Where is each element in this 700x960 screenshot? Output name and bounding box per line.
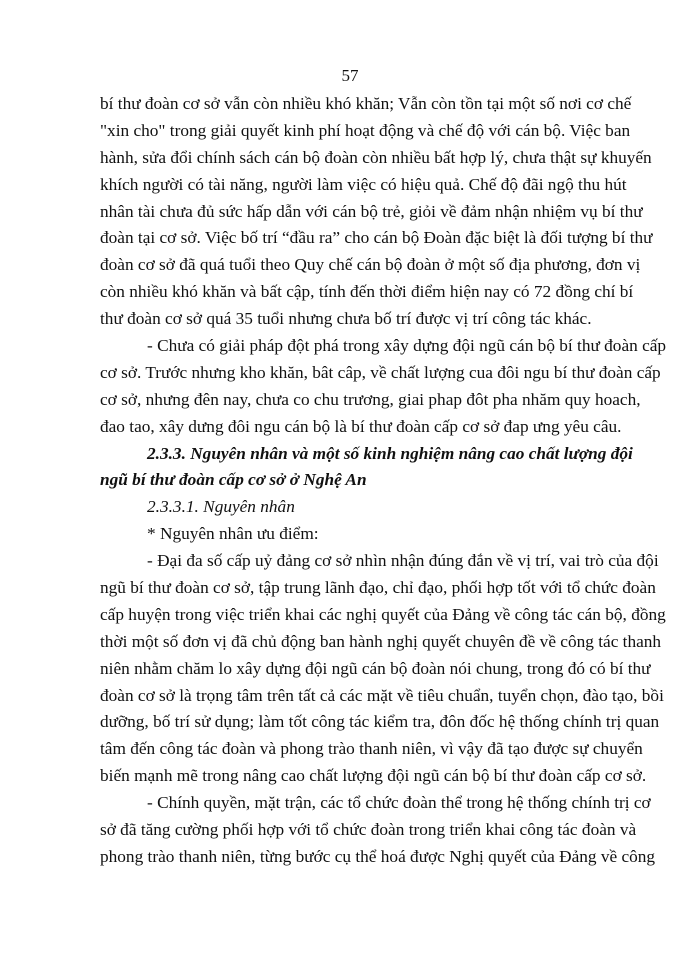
- text-line: - Đại đa số cấp uỷ đảng cơ sở nhìn nhận đúng đắn về vị trí, vai trò của đội: [147, 551, 659, 571]
- page-number: 57: [341, 66, 359, 85]
- text-line: khích người có tài năng, người làm việc có hiệu quả. Chế độ đãi ngộ thu hút: [100, 174, 627, 194]
- text-line: - Chính quyền, mặt trận, các tổ chức đoàn thể trong hệ thống chính trị cơ: [147, 793, 651, 813]
- text-line: phong trào thanh niên, từng bước cụ thể hoá được Nghị quyết của Đảng về công: [100, 846, 656, 866]
- document-body: [100, 91, 667, 871]
- text-line: đoàn tại cơ sở. Việc bố trí “đầu ra” cho cán bộ Đoàn đặc biệt là đối tượng bí thư: [100, 228, 653, 248]
- text-line: cơ sở, nhưng đên nay, chưa co chu trương, giai phap đôt pha nhăm quy hoach,: [100, 389, 641, 409]
- text-line: đoàn cơ sở đã quá tuổi theo Quy chế cán bộ đoàn ở một số địa phương, đơn vị: [100, 255, 641, 275]
- text-line: thư đoàn cơ sở quá 35 tuổi nhưng chưa bố trí được vị trí công tác khác.: [100, 309, 592, 329]
- text-line: sở đã tăng cường phối hợp với tổ chức đoàn trong triển khai công tác đoàn và: [100, 820, 637, 840]
- text-line: cơ sở. Trước nhưng kho khăn, bât câp, về chất lượng cua đôi ngu bí thư đoàn cấp: [100, 362, 661, 382]
- text-line: ngũ bí thư đoàn cấp cơ sở ở Nghệ An: [100, 470, 367, 490]
- subsection-heading: [100, 494, 573, 521]
- text-line: 2.3.3.1. Nguyên nhân: [147, 497, 295, 517]
- text-line: dưỡng, bố trí sử dụng; làm tốt công tác kiểm tra, đôn đốc hệ thống chính trị quan: [100, 712, 660, 732]
- text-line: còn nhiều khó khăn và bất cập, tính đến thời điểm hiện nay có 72 đồng chí bí: [100, 282, 634, 302]
- text-line: - Chưa có giải pháp đột phá trong xây dựng đội ngũ cán bộ bí thư đoàn cấp: [147, 336, 667, 356]
- text-line: đao tao, xây dưng đôi ngu cán bộ là bí thư đoàn cấp cơ sở đap ưng yêu câu.: [100, 416, 622, 436]
- text-line: bí thư đoàn cơ sở vẫn còn nhiều khó khăn; Vẫn còn tồn tại một số nơi cơ chế: [100, 94, 632, 113]
- text-line: nhân tài chưa đủ sức hấp dẫn với cán bộ trẻ, giỏi về đảm nhận nhiệm vụ bí thư: [100, 201, 643, 221]
- text-line: ngũ bí thư đoàn cơ sở, tập trung lãnh đạo, chỉ đạo, phối hợp tốt với tổ chức đoàn: [100, 578, 656, 598]
- paragraph: [100, 790, 656, 871]
- text-line: biến mạnh mẽ trong nâng cao chất lượng đội ngũ cán bộ bí thư đoàn cấp cơ sở.: [100, 766, 647, 786]
- paragraph: [100, 333, 667, 441]
- section-heading: [100, 441, 633, 495]
- text-line: thời một số đơn vị đã chủ động ban hành nghị quyết chuyên đề về công tác thanh: [100, 631, 662, 651]
- paragraph: [100, 91, 653, 333]
- paragraph: [100, 521, 573, 548]
- text-line: hành, sửa đổi chính sách cán bộ đoàn còn nhiều bất hợp lý, chưa thật sự khuyến: [100, 147, 652, 167]
- text-line: tâm đến công tác đoàn và phong trào thanh niên, vì vậy đã tạo được sự chuyển: [100, 739, 643, 759]
- text-line: * Nguyên nhân ưu điểm:: [147, 524, 319, 544]
- text-line: đoàn cơ sở là trọng tâm trên tất cả các mặt về tiêu chuẩn, tuyển chọn, đào tạo, bồi: [100, 685, 664, 705]
- text-line: cấp huyện trong việc triển khai các nghị quyết của Đảng về công tác cán bộ, đồng: [100, 604, 666, 624]
- paragraph: [100, 548, 666, 790]
- text-line: "xin cho" trong giải quyết kinh phí hoạt động và chế độ với cán bộ. Việc ban: [100, 120, 631, 140]
- text-line: niên nhằm chăm lo xây dựng đội ngũ cán bộ đoàn nói chung, trong đó có bí thư: [100, 658, 651, 678]
- text-line: 2.3.3. Nguyên nhân và một số kinh nghiệm nâng cao chất lượng đội: [147, 443, 633, 463]
